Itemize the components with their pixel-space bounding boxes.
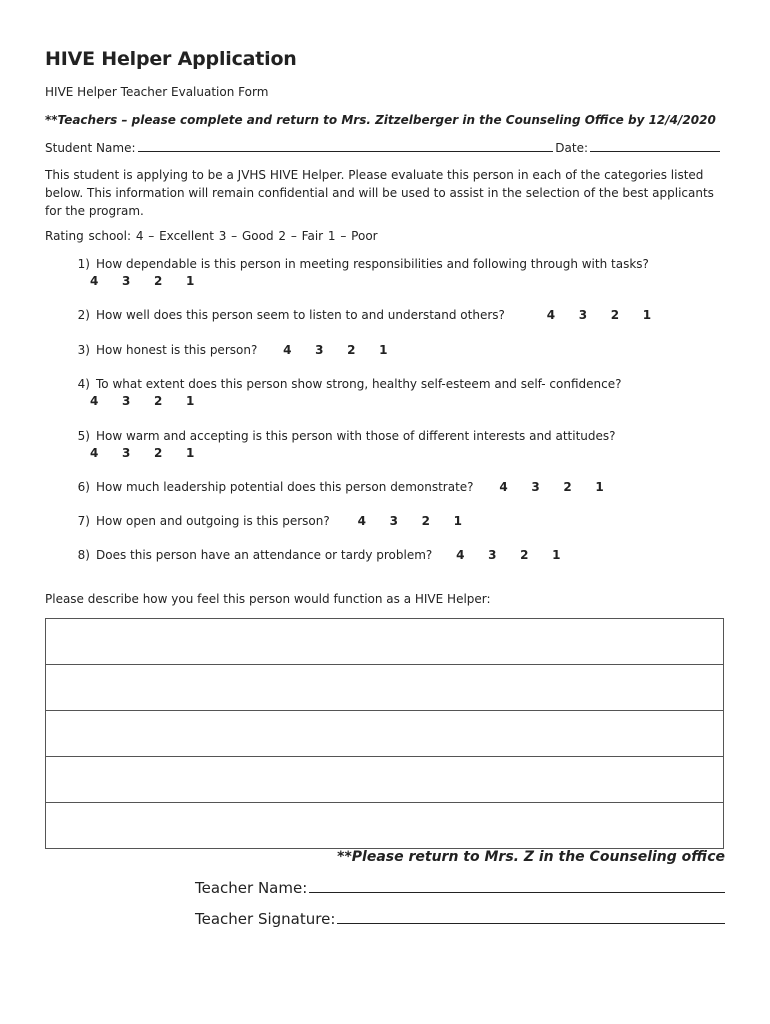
- rating-option-3[interactable]: 3: [122, 274, 131, 288]
- teacher-signature-label: Teacher Signature:: [195, 910, 336, 928]
- rating-options: [358, 514, 486, 528]
- rating-option-1[interactable]: 1: [379, 343, 388, 357]
- rating-options: [90, 394, 218, 408]
- rating-option-3[interactable]: 3: [315, 343, 324, 357]
- question-text: How honest is this person?: [96, 343, 258, 357]
- question-text: Does this person have an attendance or tardy problem?: [96, 548, 433, 562]
- rating-option-2[interactable]: 2: [563, 480, 572, 494]
- question-8: [45, 548, 725, 562]
- response-line[interactable]: [46, 803, 723, 848]
- rating-option-2[interactable]: 2: [154, 274, 163, 288]
- date-field[interactable]: [590, 151, 720, 152]
- rating-option-2[interactable]: 2: [610, 308, 620, 322]
- rating-option-3[interactable]: 3: [122, 446, 131, 460]
- response-line[interactable]: [46, 665, 723, 711]
- question-number: 5): [77, 429, 90, 443]
- form-subtitle: HIVE Helper Teacher Evaluation Form: [45, 85, 269, 99]
- rating-option-2[interactable]: 2: [421, 514, 430, 528]
- rating-options: [283, 343, 411, 357]
- teacher-name-label: Teacher Name:: [195, 879, 308, 897]
- question-5: [45, 429, 725, 460]
- rating-option-4[interactable]: 4: [90, 274, 99, 288]
- question-number: 2): [77, 308, 90, 322]
- rating-option-4[interactable]: 4: [357, 514, 366, 528]
- rating-option-2[interactable]: 2: [154, 394, 163, 408]
- rating-options: [90, 446, 218, 460]
- intro-paragraph: This student is applying to be a JVHS HIVE Helper. Please evaluate this person in each of the categories listed below. This information will remain confidential and will be used to assist in the selection of the best applicants for the program.: [45, 168, 714, 218]
- question-text: How much leadership potential does this person demonstrate?: [96, 480, 474, 494]
- question-number: 4): [77, 377, 90, 391]
- response-line[interactable]: [46, 711, 723, 757]
- rating-option-3[interactable]: 3: [122, 394, 131, 408]
- rating-option-1[interactable]: 1: [595, 480, 604, 494]
- student-name-field[interactable]: [138, 151, 554, 152]
- question-3: [45, 343, 725, 357]
- rating-option-3[interactable]: 3: [488, 548, 497, 562]
- rating-option-1[interactable]: 1: [453, 514, 462, 528]
- question-7: [45, 514, 725, 528]
- teacher-name-line: [195, 879, 725, 897]
- question-1: [45, 257, 725, 288]
- rating-option-3[interactable]: 3: [389, 514, 398, 528]
- rating-option-4[interactable]: 4: [90, 446, 99, 460]
- question-number: 8): [77, 548, 90, 562]
- rating-option-2[interactable]: 2: [520, 548, 529, 562]
- question-text: To what extent does this person show strong, healthy self-esteem and self- confidence?: [96, 377, 622, 391]
- rating-option-4[interactable]: 4: [499, 480, 508, 494]
- rating-options: [499, 480, 627, 494]
- question-number: 1): [77, 257, 90, 271]
- rating-option-1[interactable]: 1: [642, 308, 652, 322]
- teacher-signature-line: [195, 910, 725, 928]
- question-6: [45, 480, 725, 494]
- rating-option-1[interactable]: 1: [186, 446, 195, 460]
- rating-option-2[interactable]: 2: [347, 343, 356, 357]
- question-text: How warm and accepting is this person with those of different interests and attitudes?: [96, 429, 616, 443]
- teacher-signature-field[interactable]: [337, 923, 725, 924]
- rating-option-3[interactable]: 3: [531, 480, 540, 494]
- response-line[interactable]: [46, 619, 723, 665]
- rating-option-2[interactable]: 2: [154, 446, 163, 460]
- rating-option-3[interactable]: 3: [578, 308, 588, 322]
- rating-option-4[interactable]: 4: [283, 343, 292, 357]
- student-info-line: [45, 141, 722, 155]
- question-number: 6): [77, 480, 90, 494]
- question-4: [45, 377, 725, 408]
- rating-options: [547, 308, 675, 322]
- rating-option-1[interactable]: 1: [186, 274, 195, 288]
- question-number: 7): [77, 514, 90, 528]
- question-2: [45, 308, 725, 322]
- rating-option-4[interactable]: 4: [546, 308, 556, 322]
- response-line[interactable]: [46, 757, 723, 803]
- question-text: How dependable is this person in meeting responsibilities and following through with tasks?: [96, 257, 649, 271]
- rating-scale-legend: Rating school: 4 – Excellent 3 – Good 2 – Fair 1 – Poor: [45, 229, 378, 243]
- student-name-label: Student Name:: [45, 141, 136, 155]
- rating-options: [456, 548, 584, 562]
- description-response-box[interactable]: [45, 618, 724, 849]
- rating-option-1[interactable]: 1: [552, 548, 561, 562]
- rating-option-1[interactable]: 1: [186, 394, 195, 408]
- describe-prompt: Please describe how you feel this person would function as a HIVE Helper:: [45, 592, 491, 606]
- rating-options: [90, 274, 218, 288]
- question-number: 3): [77, 343, 90, 357]
- rating-option-4[interactable]: 4: [90, 394, 99, 408]
- teacher-name-field[interactable]: [309, 892, 725, 893]
- date-label: Date:: [555, 141, 588, 155]
- question-text: How open and outgoing is this person?: [96, 514, 330, 528]
- teacher-instruction: **Teachers – please complete and return to Mrs. Zitzelberger in the Counseling Office by 12/4/2020: [45, 113, 716, 127]
- page-title: HIVE Helper Application: [45, 48, 297, 70]
- question-text: How well does this person seem to listen to and understand others?: [96, 308, 505, 322]
- rating-option-4[interactable]: 4: [456, 548, 465, 562]
- return-note: **Please return to Mrs. Z in the Counseling office: [337, 849, 725, 865]
